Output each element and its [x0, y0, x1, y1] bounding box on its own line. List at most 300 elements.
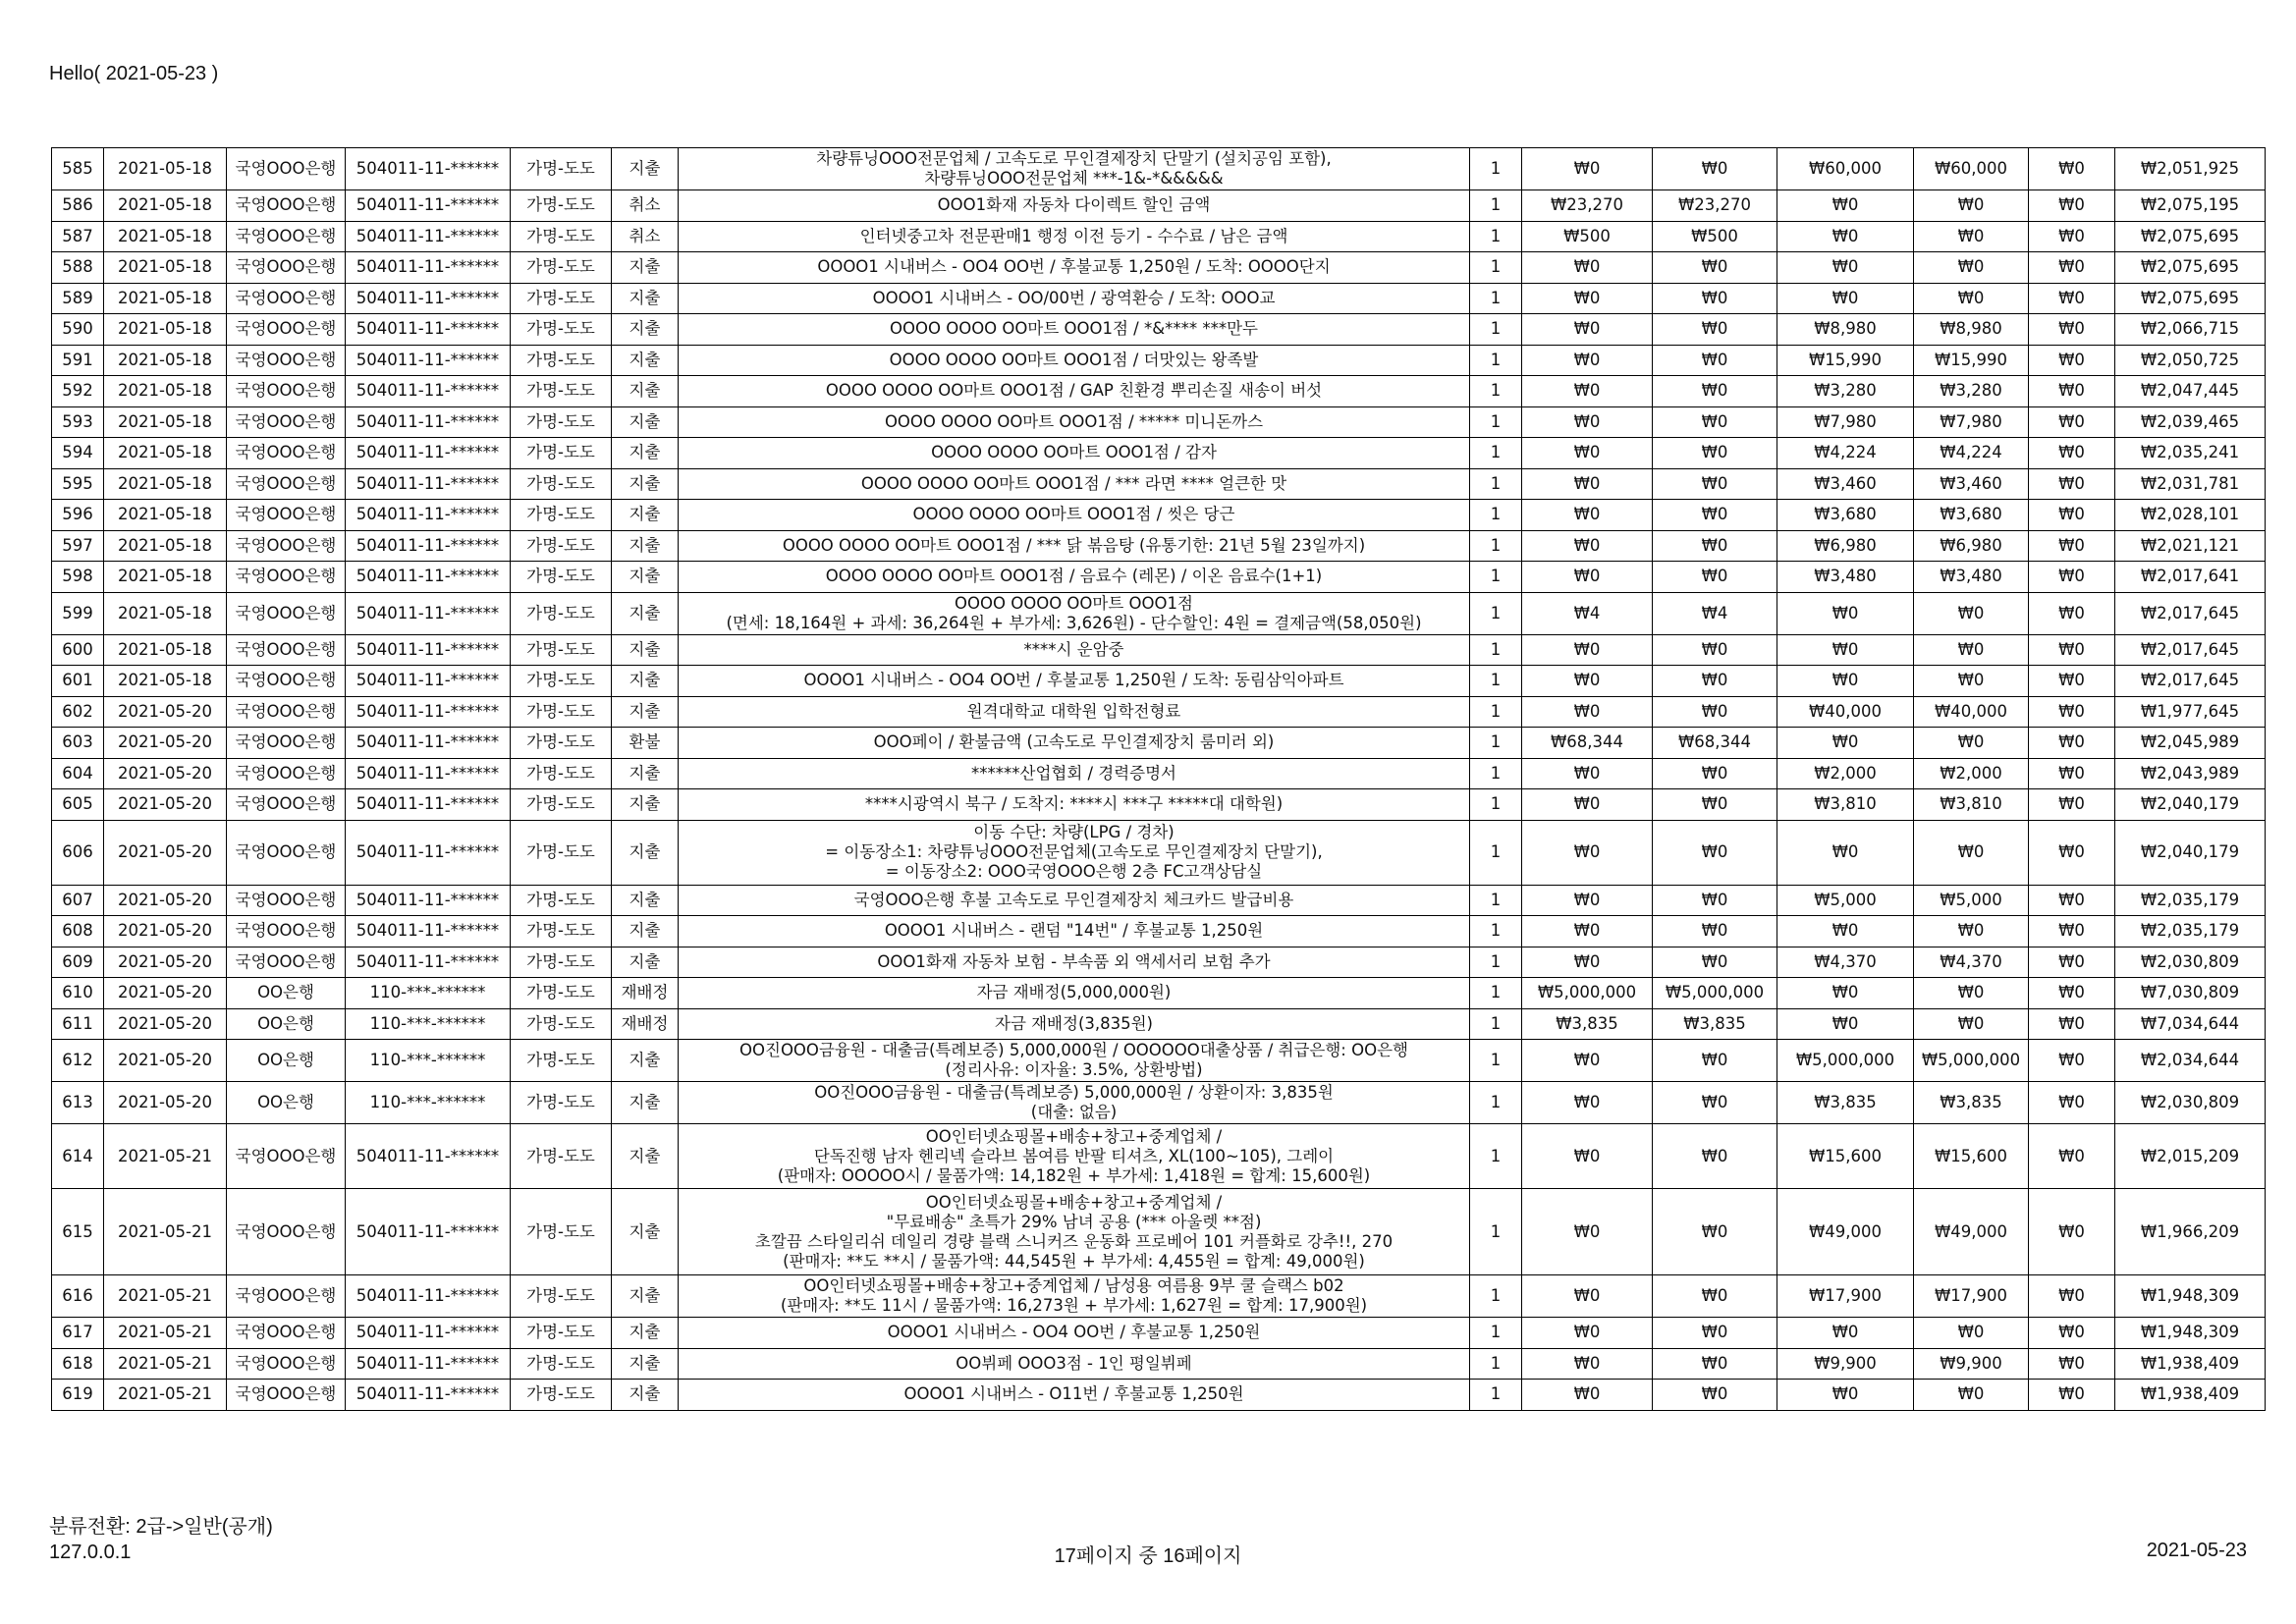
row-name: 가명-도도: [511, 283, 612, 314]
row-number: 605: [52, 789, 104, 821]
row-balance: ₩2,075,695: [2115, 252, 2266, 284]
row-description: [679, 634, 1470, 666]
row-quantity: 1: [1470, 345, 1522, 376]
table-row: [52, 916, 2266, 947]
table-row: [52, 592, 2266, 634]
row-amount-4: ₩3,835: [1914, 1082, 2029, 1124]
row-date: 2021-05-20: [104, 1082, 227, 1124]
row-quantity: 1: [1470, 1380, 1522, 1411]
row-account: 504011-11-******: [346, 562, 511, 593]
row-quantity: 1: [1470, 1124, 1522, 1189]
row-account: 504011-11-******: [346, 345, 511, 376]
row-amount-1: ₩0: [1522, 500, 1653, 531]
row-account: 504011-11-******: [346, 758, 511, 789]
row-number: 596: [52, 500, 104, 531]
row-name: 가명-도도: [511, 1124, 612, 1189]
row-amount-5: ₩0: [2029, 947, 2115, 978]
row-amount-4: ₩49,000: [1914, 1189, 2029, 1275]
row-balance: ₩2,075,195: [2115, 190, 2266, 222]
row-amount-2: ₩4: [1653, 592, 1777, 634]
row-amount-3: ₩40,000: [1777, 696, 1914, 728]
row-amount-1: ₩0: [1522, 406, 1653, 438]
row-type: 지출: [612, 634, 679, 666]
row-number: 592: [52, 376, 104, 407]
row-date: 2021-05-18: [104, 666, 227, 697]
row-bank: OO은행: [227, 1008, 346, 1040]
description-line: 이동 수단: 차량(LPG / 경차): [973, 823, 1175, 841]
row-balance: ₩2,040,179: [2115, 820, 2266, 885]
row-description: [679, 345, 1470, 376]
row-amount-5: ₩0: [2029, 1318, 2115, 1349]
row-type: 지출: [612, 789, 679, 821]
row-amount-2: ₩0: [1653, 916, 1777, 947]
row-type: 취소: [612, 190, 679, 222]
row-number: 610: [52, 978, 104, 1009]
table-row: [52, 1275, 2266, 1318]
row-type: 지출: [612, 283, 679, 314]
row-number: 601: [52, 666, 104, 697]
row-amount-1: ₩68,344: [1522, 728, 1653, 759]
row-balance: ₩2,075,695: [2115, 283, 2266, 314]
row-account: 504011-11-******: [346, 634, 511, 666]
row-quantity: 1: [1470, 406, 1522, 438]
row-name: 가명-도도: [511, 1318, 612, 1349]
row-amount-1: ₩0: [1522, 820, 1653, 885]
row-quantity: 1: [1470, 696, 1522, 728]
row-balance: ₩7,034,644: [2115, 1008, 2266, 1040]
description-line: OOOO OOOO OO마트 OOO1점 / *** 라면 **** 얼큰한 맛: [860, 473, 1287, 493]
row-date: 2021-05-21: [104, 1380, 227, 1411]
table-row: [52, 438, 2266, 469]
row-account: 504011-11-******: [346, 190, 511, 222]
row-amount-3: ₩0: [1777, 916, 1914, 947]
row-amount-3: ₩49,000: [1777, 1189, 1914, 1275]
table-row: [52, 758, 2266, 789]
row-quantity: 1: [1470, 789, 1522, 821]
row-amount-5: ₩0: [2029, 562, 2115, 593]
row-type: 지출: [612, 1380, 679, 1411]
row-amount-1: ₩0: [1522, 758, 1653, 789]
description-line: (면세: 18,164원 + 과세: 36,264원 + 부가세: 3,626원) - 단수할인: 4원 = 결제금액(58,050원): [726, 613, 1422, 632]
row-account: 504011-11-******: [346, 252, 511, 284]
row-amount-4: ₩0: [1914, 728, 2029, 759]
table-row: [52, 728, 2266, 759]
row-account: 110-***-******: [346, 978, 511, 1009]
row-number: 616: [52, 1275, 104, 1318]
description-line: 초깔끔 스타일리쉬 데일리 경량 블랙 스니커즈 운동화 프로베어 101 커플화로 강추!!, 270: [754, 1231, 1394, 1251]
row-account: 504011-11-******: [346, 947, 511, 978]
row-number: 617: [52, 1318, 104, 1349]
row-description: [679, 728, 1470, 759]
row-amount-4: ₩4,370: [1914, 947, 2029, 978]
row-amount-3: ₩0: [1777, 1380, 1914, 1411]
row-bank: OO은행: [227, 1040, 346, 1082]
row-quantity: 1: [1470, 562, 1522, 593]
row-number: 599: [52, 592, 104, 634]
row-amount-4: ₩3,810: [1914, 789, 2029, 821]
row-balance: ₩1,948,309: [2115, 1318, 2266, 1349]
row-balance: ₩2,043,989: [2115, 758, 2266, 789]
row-quantity: 1: [1470, 148, 1522, 190]
description-line: 단독진행 남자 헨리넥 슬라브 봄여름 반팔 티셔츠, XL(100~105), 그레이: [813, 1146, 1335, 1165]
row-date: 2021-05-18: [104, 530, 227, 562]
row-amount-3: ₩0: [1777, 820, 1914, 885]
row-balance: ₩1,938,409: [2115, 1348, 2266, 1380]
row-account: 504011-11-******: [346, 283, 511, 314]
row-bank: 국영OOO은행: [227, 1348, 346, 1380]
row-balance: ₩2,051,925: [2115, 148, 2266, 190]
description-line: 원격대학교 대학원 입학전형료: [966, 701, 1181, 721]
row-date: 2021-05-18: [104, 221, 227, 252]
row-amount-1: ₩0: [1522, 789, 1653, 821]
row-amount-5: ₩0: [2029, 530, 2115, 562]
row-date: 2021-05-21: [104, 1124, 227, 1189]
row-account: 504011-11-******: [346, 468, 511, 500]
row-quantity: 1: [1470, 634, 1522, 666]
row-description: [679, 283, 1470, 314]
row-quantity: 1: [1470, 1008, 1522, 1040]
row-balance: ₩2,034,644: [2115, 1040, 2266, 1082]
row-bank: 국영OOO은행: [227, 252, 346, 284]
row-bank: OO은행: [227, 1082, 346, 1124]
row-amount-2: ₩0: [1653, 758, 1777, 789]
row-balance: ₩2,066,715: [2115, 314, 2266, 346]
row-number: 615: [52, 1189, 104, 1275]
row-amount-1: ₩23,270: [1522, 190, 1653, 222]
row-amount-3: ₩6,980: [1777, 530, 1914, 562]
row-name: 가명-도도: [511, 885, 612, 916]
row-amount-2: ₩0: [1653, 376, 1777, 407]
row-description: [679, 1380, 1470, 1411]
row-balance: ₩2,075,695: [2115, 221, 2266, 252]
row-type: 지출: [612, 820, 679, 885]
description-line: 인터넷중고차 전문판매1 행정 이전 등기 - 수수료 / 남은 금액: [859, 226, 1288, 245]
row-number: 591: [52, 345, 104, 376]
description-line: (판매자: OOOOO시 / 물품가액: 14,182원 + 부가세: 1,418원 = 합계: 15,600원): [777, 1165, 1371, 1185]
row-name: 가명-도도: [511, 1380, 612, 1411]
row-amount-4: ₩0: [1914, 1318, 2029, 1349]
row-number: 606: [52, 820, 104, 885]
description-line: ****시 운암중: [1023, 639, 1124, 659]
row-amount-5: ₩0: [2029, 376, 2115, 407]
row-description: [679, 1318, 1470, 1349]
row-amount-3: ₩4,370: [1777, 947, 1914, 978]
row-balance: ₩7,030,809: [2115, 978, 2266, 1009]
table-row: [52, 947, 2266, 978]
row-amount-2: ₩0: [1653, 1275, 1777, 1318]
description-line: OO인터넷쇼핑몰+배송+창고+중계업체 / 남성용 여름용 9부 쿨 슬랙스 b02: [803, 1276, 1344, 1295]
table-row: [52, 500, 2266, 531]
row-bank: 국영OOO은행: [227, 634, 346, 666]
row-amount-1: ₩0: [1522, 438, 1653, 469]
row-balance: ₩2,017,641: [2115, 562, 2266, 593]
description-line: OO인터넷쇼핑몰+배송+창고+중계업체 /: [925, 1126, 1223, 1146]
row-type: 지출: [612, 916, 679, 947]
row-amount-5: ₩0: [2029, 468, 2115, 500]
row-amount-5: ₩0: [2029, 314, 2115, 346]
row-balance: ₩2,017,645: [2115, 666, 2266, 697]
row-name: 가명-도도: [511, 1189, 612, 1275]
row-bank: 국영OOO은행: [227, 500, 346, 531]
row-name: 가명-도도: [511, 758, 612, 789]
row-description: [679, 592, 1470, 634]
row-number: 608: [52, 916, 104, 947]
row-amount-1: ₩0: [1522, 1318, 1653, 1349]
row-type: 지출: [612, 438, 679, 469]
row-amount-5: ₩0: [2029, 1189, 2115, 1275]
row-description: [679, 758, 1470, 789]
row-number: 595: [52, 468, 104, 500]
row-amount-2: ₩0: [1653, 634, 1777, 666]
row-amount-4: ₩5,000: [1914, 885, 2029, 916]
row-bank: 국영OOO은행: [227, 758, 346, 789]
row-type: 지출: [612, 1040, 679, 1082]
row-amount-4: ₩7,980: [1914, 406, 2029, 438]
row-balance: ₩2,039,465: [2115, 406, 2266, 438]
row-date: 2021-05-21: [104, 1318, 227, 1349]
row-quantity: 1: [1470, 314, 1522, 346]
table-row: [52, 666, 2266, 697]
row-amount-3: ₩3,460: [1777, 468, 1914, 500]
row-type: 지출: [612, 530, 679, 562]
description-line: OOOO OOOO OO마트 OOO1점 / *&**** ***만두: [890, 319, 1258, 339]
row-amount-2: ₩0: [1653, 696, 1777, 728]
row-amount-2: ₩0: [1653, 1318, 1777, 1349]
row-bank: 국영OOO은행: [227, 1275, 346, 1318]
row-number: 588: [52, 252, 104, 284]
row-number: 590: [52, 314, 104, 346]
row-description: [679, 252, 1470, 284]
description-line: OO인터넷쇼핑몰+배송+창고+중계업체 /: [925, 1192, 1223, 1212]
row-amount-1: ₩0: [1522, 468, 1653, 500]
row-name: 가명-도도: [511, 221, 612, 252]
row-amount-2: ₩0: [1653, 947, 1777, 978]
row-description: [679, 562, 1470, 593]
row-name: 가명-도도: [511, 468, 612, 500]
row-amount-1: ₩0: [1522, 530, 1653, 562]
footer-date: 2021-05-23: [2146, 1540, 2247, 1561]
row-number: 603: [52, 728, 104, 759]
row-type: 환불: [612, 728, 679, 759]
row-bank: 국영OOO은행: [227, 885, 346, 916]
row-date: 2021-05-20: [104, 1008, 227, 1040]
row-balance: ₩2,045,989: [2115, 728, 2266, 759]
row-name: 가명-도도: [511, 978, 612, 1009]
row-amount-2: ₩0: [1653, 148, 1777, 190]
row-description: [679, 666, 1470, 697]
row-amount-1: ₩4: [1522, 592, 1653, 634]
row-quantity: 1: [1470, 1040, 1522, 1082]
row-amount-4: ₩2,000: [1914, 758, 2029, 789]
row-description: [679, 1124, 1470, 1189]
description-line: 차량튜닝OOO전문업체 ***-1&-*&&&&&: [924, 169, 1224, 188]
row-type: 지출: [612, 376, 679, 407]
row-amount-3: ₩0: [1777, 221, 1914, 252]
row-account: 504011-11-******: [346, 820, 511, 885]
description-line: OOOO1 시내버스 - 랜덤 "14번" / 후불교통 1,250원: [884, 921, 1264, 941]
row-description: [679, 376, 1470, 407]
row-amount-4: ₩60,000: [1914, 148, 2029, 190]
row-amount-4: ₩5,000,000: [1914, 1040, 2029, 1082]
row-date: 2021-05-20: [104, 789, 227, 821]
row-amount-4: ₩3,280: [1914, 376, 2029, 407]
row-date: 2021-05-18: [104, 562, 227, 593]
row-amount-2: ₩0: [1653, 252, 1777, 284]
row-balance: ₩1,948,309: [2115, 1275, 2266, 1318]
row-amount-1: ₩5,000,000: [1522, 978, 1653, 1009]
row-amount-4: ₩15,600: [1914, 1124, 2029, 1189]
row-amount-4: ₩0: [1914, 634, 2029, 666]
row-amount-5: ₩0: [2029, 1124, 2115, 1189]
row-amount-1: ₩0: [1522, 314, 1653, 346]
row-type: 지출: [612, 1189, 679, 1275]
row-number: 613: [52, 1082, 104, 1124]
row-balance: ₩2,035,241: [2115, 438, 2266, 469]
row-type: 지출: [612, 1275, 679, 1318]
row-amount-3: ₩0: [1777, 252, 1914, 284]
row-type: 지출: [612, 1124, 679, 1189]
row-amount-1: ₩0: [1522, 1348, 1653, 1380]
row-name: 가명-도도: [511, 1275, 612, 1318]
row-amount-4: ₩9,900: [1914, 1348, 2029, 1380]
row-name: 가명-도도: [511, 406, 612, 438]
row-bank: OO은행: [227, 978, 346, 1009]
row-amount-1: ₩0: [1522, 376, 1653, 407]
row-date: 2021-05-21: [104, 1189, 227, 1275]
row-description: [679, 468, 1470, 500]
row-date: 2021-05-18: [104, 406, 227, 438]
row-amount-1: ₩0: [1522, 1082, 1653, 1124]
description-line: OOOO OOOO OO마트 OOO1점 / 음료수 (레몬) / 이온 음료수(1+1): [825, 567, 1323, 586]
row-amount-5: ₩0: [2029, 592, 2115, 634]
row-name: 가명-도도: [511, 562, 612, 593]
row-balance: ₩2,017,645: [2115, 592, 2266, 634]
row-bank: 국영OOO은행: [227, 562, 346, 593]
table-row: [52, 634, 2266, 666]
row-bank: 국영OOO은행: [227, 1124, 346, 1189]
row-type: 지출: [612, 314, 679, 346]
row-amount-4: ₩0: [1914, 283, 2029, 314]
row-amount-1: ₩0: [1522, 1189, 1653, 1275]
description-line: OOOO OOOO OO마트 OOO1점 / GAP 친환경 뿌리손질 새송이 버섯: [825, 381, 1323, 401]
row-description: [679, 1082, 1470, 1124]
row-name: 가명-도도: [511, 376, 612, 407]
row-quantity: 1: [1470, 1348, 1522, 1380]
row-amount-3: ₩3,810: [1777, 789, 1914, 821]
row-name: 가명-도도: [511, 438, 612, 469]
row-quantity: 1: [1470, 978, 1522, 1009]
row-amount-2: ₩68,344: [1653, 728, 1777, 759]
row-bank: 국영OOO은행: [227, 148, 346, 190]
row-amount-1: ₩0: [1522, 1124, 1653, 1189]
row-description: [679, 789, 1470, 821]
row-amount-3: ₩4,224: [1777, 438, 1914, 469]
row-amount-4: ₩0: [1914, 978, 2029, 1009]
row-quantity: 1: [1470, 728, 1522, 759]
row-amount-1: ₩0: [1522, 885, 1653, 916]
table-row: [52, 696, 2266, 728]
row-account: 504011-11-******: [346, 916, 511, 947]
row-amount-5: ₩0: [2029, 1008, 2115, 1040]
table-row: [52, 314, 2266, 346]
row-amount-2: ₩0: [1653, 1380, 1777, 1411]
table-row: [52, 1008, 2266, 1040]
table-row: [52, 562, 2266, 593]
table-row: [52, 345, 2266, 376]
row-account: 504011-11-******: [346, 406, 511, 438]
row-quantity: 1: [1470, 1189, 1522, 1275]
row-type: 지출: [612, 885, 679, 916]
row-number: 587: [52, 221, 104, 252]
row-bank: 국영OOO은행: [227, 728, 346, 759]
row-account: 110-***-******: [346, 1082, 511, 1124]
row-account: 504011-11-******: [346, 1318, 511, 1349]
row-amount-5: ₩0: [2029, 1380, 2115, 1411]
row-date: 2021-05-18: [104, 314, 227, 346]
description-line: OOOO OOOO OO마트 OOO1점 / *** 닭 볶음탕 (유통기한: 21년 5월 23일까지): [782, 535, 1366, 555]
description-line: OOOO OOOO OO마트 OOO1점 / 씻은 당근: [912, 505, 1235, 524]
row-number: 585: [52, 148, 104, 190]
row-amount-5: ₩0: [2029, 1348, 2115, 1380]
row-quantity: 1: [1470, 221, 1522, 252]
row-amount-4: ₩0: [1914, 252, 2029, 284]
row-amount-2: ₩0: [1653, 314, 1777, 346]
row-name: 가명-도도: [511, 666, 612, 697]
description-line: OOOO1 시내버스 - OO/00번 / 광역환승 / 도착: OOO교: [872, 288, 1276, 307]
row-amount-4: ₩0: [1914, 190, 2029, 222]
row-type: 지출: [612, 345, 679, 376]
table-row: [52, 530, 2266, 562]
classification-text: 분류전환: 2급->일반(공개): [49, 1516, 273, 1538]
description-line: OOO1화재 자동차 다이렉트 할인 금액: [937, 195, 1211, 215]
ip-address: 127.0.0.1: [49, 1542, 132, 1563]
description-line: ******산업협회 / 경력증명서: [971, 763, 1176, 783]
row-amount-2: ₩0: [1653, 438, 1777, 469]
row-bank: 국영OOO은행: [227, 1318, 346, 1349]
table-row: [52, 1348, 2266, 1380]
row-date: 2021-05-18: [104, 190, 227, 222]
description-line: "무료배송" 초특가 29% 남녀 공용 (*** 아울렛 **점): [886, 1212, 1262, 1231]
row-name: 가명-도도: [511, 314, 612, 346]
row-account: 504011-11-******: [346, 696, 511, 728]
row-type: 지출: [612, 696, 679, 728]
row-type: 지출: [612, 468, 679, 500]
row-amount-4: ₩40,000: [1914, 696, 2029, 728]
row-account: 504011-11-******: [346, 1380, 511, 1411]
row-amount-4: ₩4,224: [1914, 438, 2029, 469]
row-date: 2021-05-18: [104, 634, 227, 666]
row-name: 가명-도도: [511, 696, 612, 728]
row-date: 2021-05-20: [104, 916, 227, 947]
row-amount-5: ₩0: [2029, 190, 2115, 222]
row-account: 504011-11-******: [346, 1275, 511, 1318]
row-type: 지출: [612, 592, 679, 634]
row-bank: 국영OOO은행: [227, 406, 346, 438]
row-description: [679, 438, 1470, 469]
row-name: 가명-도도: [511, 148, 612, 190]
page-number: 17페이지 중 16페이지: [1054, 1545, 1242, 1567]
row-date: 2021-05-20: [104, 820, 227, 885]
row-quantity: 1: [1470, 666, 1522, 697]
row-description: [679, 696, 1470, 728]
row-amount-5: ₩0: [2029, 666, 2115, 697]
row-bank: 국영OOO은행: [227, 530, 346, 562]
row-quantity: 1: [1470, 376, 1522, 407]
row-amount-4: ₩0: [1914, 221, 2029, 252]
row-amount-5: ₩0: [2029, 789, 2115, 821]
row-bank: 국영OOO은행: [227, 314, 346, 346]
row-balance: ₩2,031,781: [2115, 468, 2266, 500]
